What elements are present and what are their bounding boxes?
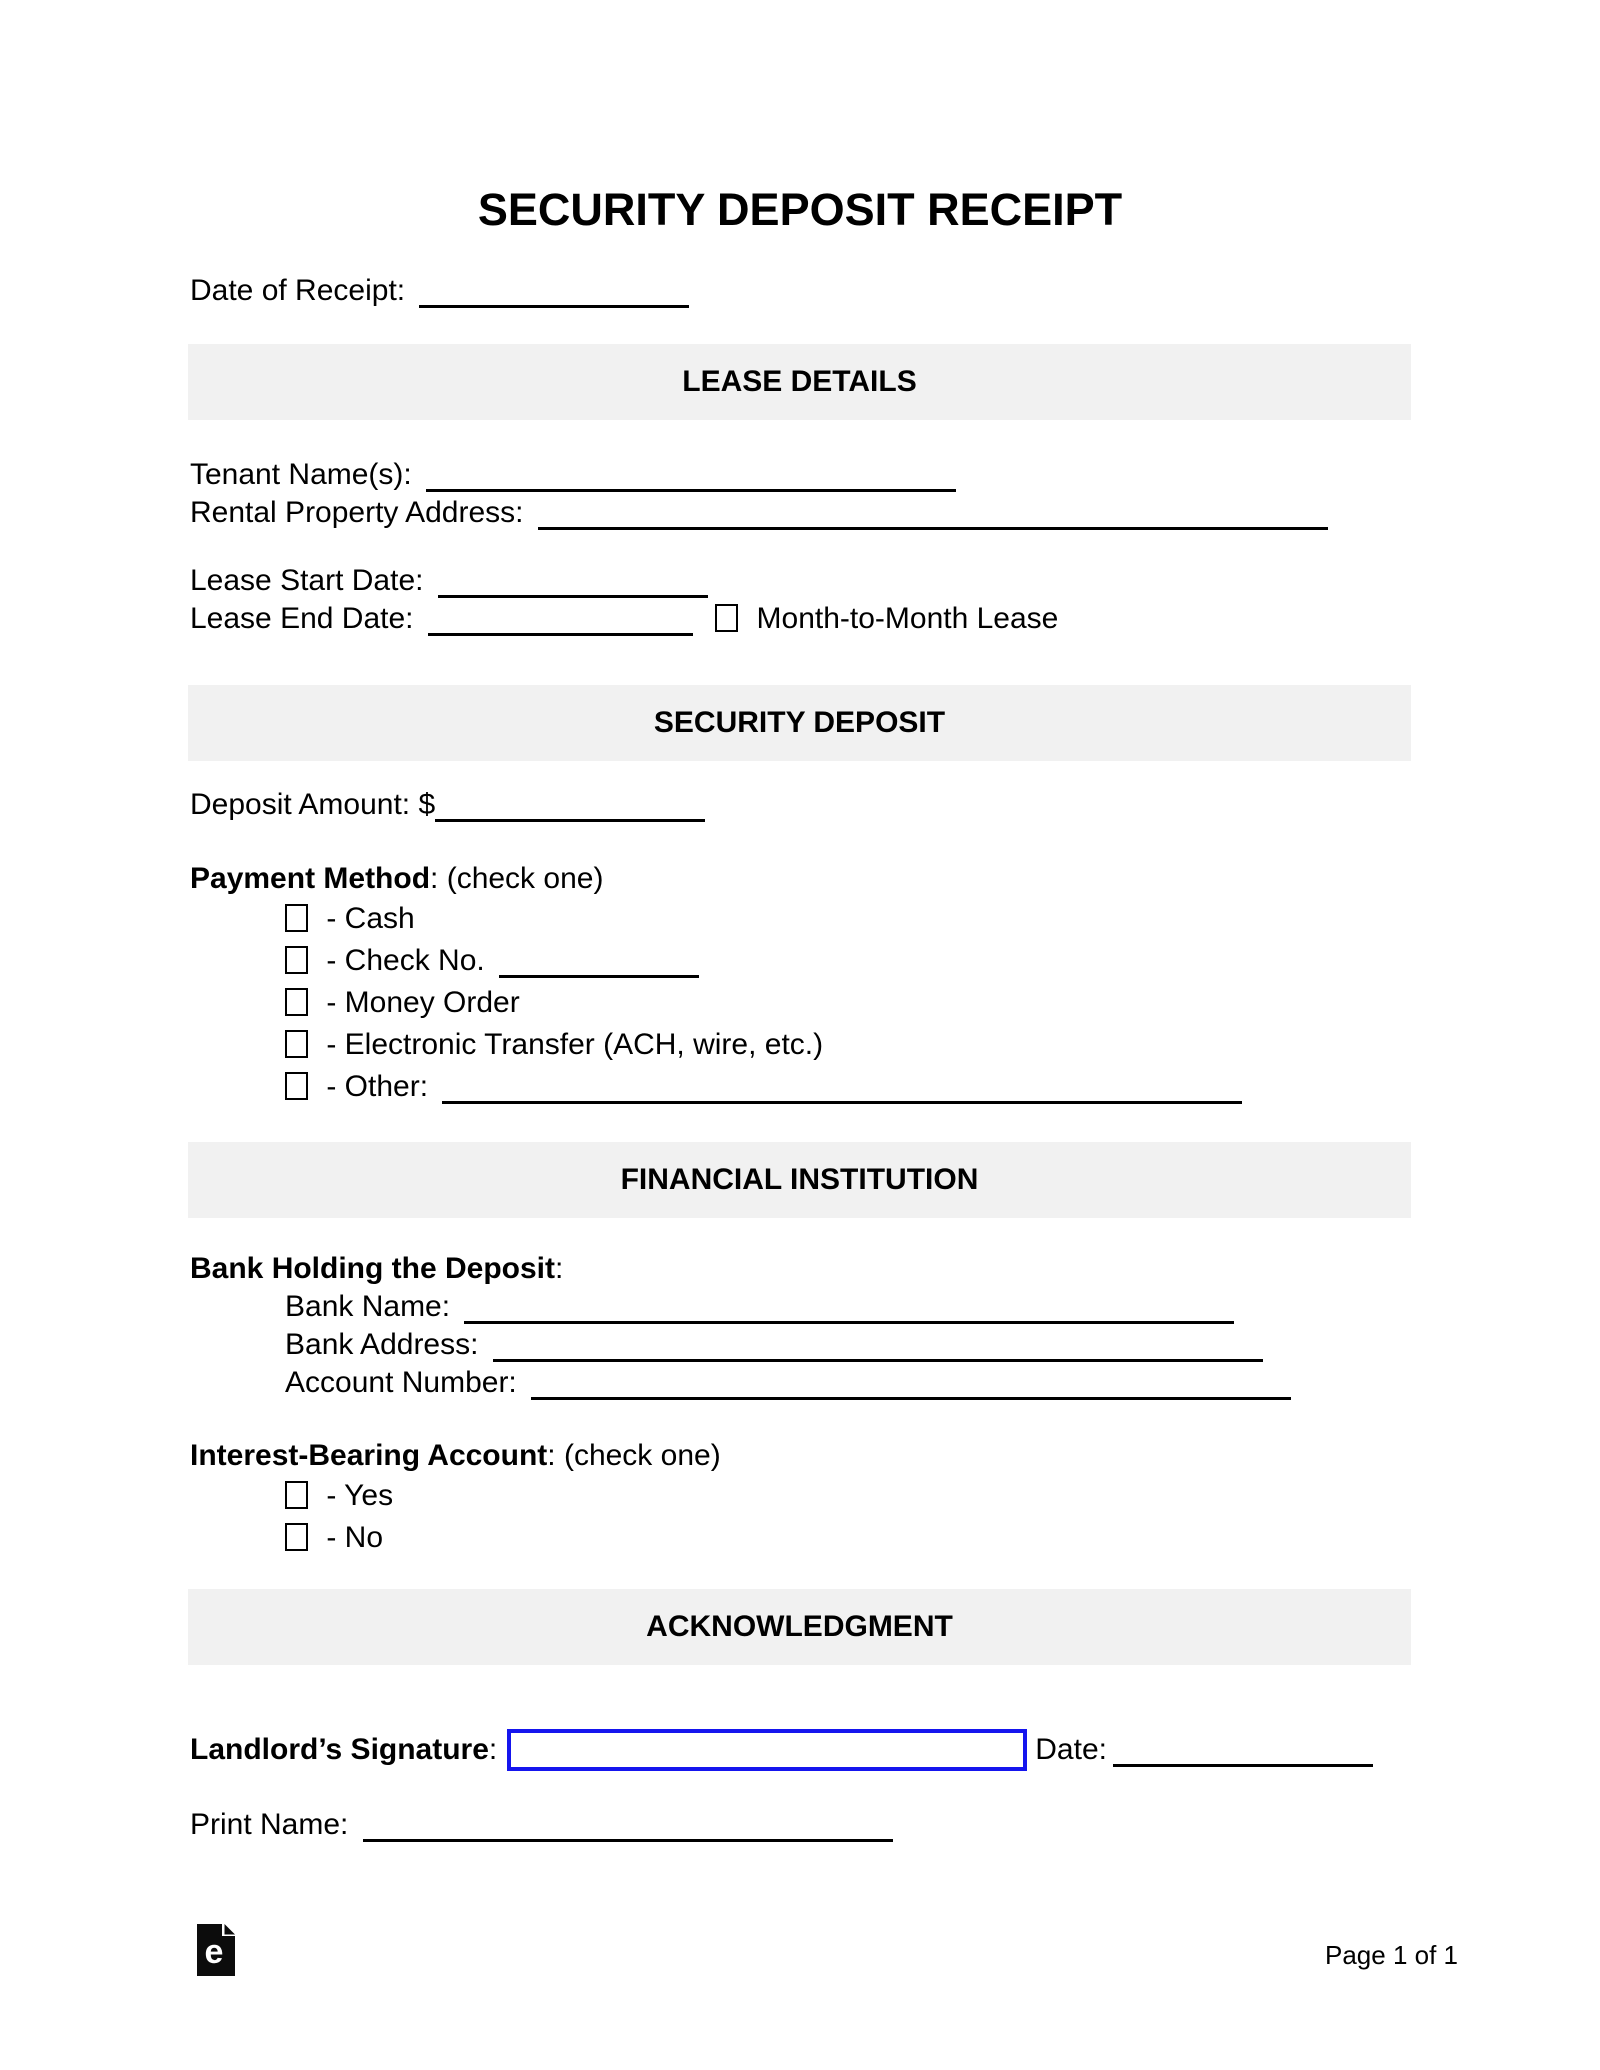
print-name-blank[interactable]	[363, 1809, 893, 1842]
payment-option-label: - Money Order	[326, 986, 520, 1019]
account-number-label: Account Number:	[285, 1366, 517, 1399]
deposit-amount-blank[interactable]	[435, 789, 705, 822]
print-name-label: Print Name:	[190, 1808, 349, 1841]
interest-yes-checkbox[interactable]	[285, 1481, 308, 1509]
payment-option-row	[285, 898, 1242, 940]
interest-no-checkbox[interactable]	[285, 1523, 308, 1551]
electronic-transfer-checkbox[interactable]	[285, 1030, 308, 1058]
tenant-name-label: Tenant Name(s):	[190, 458, 412, 491]
section-header-financial-institution	[188, 1142, 1411, 1218]
other-checkbox[interactable]	[285, 1072, 308, 1100]
money-order-checkbox[interactable]	[285, 988, 308, 1016]
deposit-amount-row	[190, 786, 705, 824]
bank-name-label: Bank Name:	[285, 1290, 451, 1323]
payment-option-row	[285, 940, 1242, 982]
bank-block	[190, 1250, 1291, 1402]
print-name-row	[190, 1806, 893, 1844]
property-address-blank[interactable]	[538, 497, 1328, 530]
payment-option-row	[285, 1024, 1242, 1066]
landlord-signature-colon: :	[488, 1733, 498, 1766]
cash-checkbox[interactable]	[285, 904, 308, 932]
signature-date-blank[interactable]	[1113, 1734, 1373, 1767]
interest-option-label: - No	[326, 1521, 384, 1554]
document-title: SECURITY DEPOSIT RECEIPT	[477, 184, 1123, 235]
landlord-signature-field[interactable]	[507, 1729, 1027, 1771]
section-header-label: SECURITY DEPOSIT	[653, 706, 946, 739]
lease-start-blank[interactable]	[438, 565, 708, 598]
payment-method-label: Payment Method	[190, 862, 431, 895]
svg-text:e: e	[204, 1933, 224, 1971]
interest-option-row	[285, 1475, 721, 1517]
signature-row	[190, 1726, 1373, 1774]
bank-address-label: Bank Address:	[285, 1328, 479, 1361]
interest-bearing-block	[190, 1437, 721, 1559]
lease-end-label: Lease End Date:	[190, 602, 414, 635]
interest-bearing-label: Interest-Bearing Account	[190, 1439, 548, 1472]
bank-address-blank[interactable]	[493, 1329, 1263, 1362]
bank-holding-label: Bank Holding the Deposit	[190, 1252, 556, 1285]
date-of-receipt-blank[interactable]	[419, 275, 689, 308]
interest-option-row	[285, 1517, 721, 1559]
interest-option-label: - Yes	[326, 1479, 394, 1512]
check-no-checkbox[interactable]	[285, 946, 308, 974]
payment-method-hint: : (check one)	[430, 862, 604, 895]
section-header-lease-details	[188, 344, 1411, 420]
payment-option-label: - Cash	[326, 902, 415, 935]
eforms-logo-icon	[197, 1924, 235, 1984]
bank-name-blank[interactable]	[464, 1291, 1234, 1324]
landlord-signature-label: Landlord’s Signature	[190, 1733, 489, 1766]
interest-bearing-hint: : (check one)	[547, 1439, 721, 1472]
interest-bearing-options	[190, 1475, 721, 1559]
payment-option-label: - Other:	[326, 1070, 429, 1103]
deposit-amount-label: Deposit Amount:	[190, 788, 411, 821]
other-blank[interactable]	[442, 1071, 1242, 1104]
currency-symbol: $	[418, 788, 436, 821]
date-of-receipt-label: Date of Receipt:	[190, 274, 406, 307]
section-header-label: ACKNOWLEDGMENT	[646, 1610, 953, 1643]
month-to-month-label: Month-to-Month Lease	[756, 602, 1059, 635]
lease-end-blank[interactable]	[428, 603, 693, 636]
account-number-blank[interactable]	[531, 1367, 1291, 1400]
section-header-acknowledgment	[188, 1589, 1411, 1665]
tenant-name-blank[interactable]	[426, 459, 956, 492]
payment-option-row	[285, 982, 1242, 1024]
payment-option-row	[285, 1066, 1242, 1108]
date-of-receipt-row	[190, 272, 689, 310]
property-address-label: Rental Property Address:	[190, 496, 524, 529]
payment-option-label: - Check No.	[326, 944, 485, 977]
check-no-blank[interactable]	[499, 945, 699, 978]
section-header-label: FINANCIAL INSTITUTION	[620, 1163, 979, 1196]
payment-option-label: - Electronic Transfer (ACH, wire, etc.)	[326, 1028, 824, 1061]
lease-parties-block	[190, 456, 1328, 532]
bank-holding-colon: :	[555, 1252, 564, 1285]
payment-method-options	[190, 898, 1242, 1108]
page-number: Page 1 of 1	[1325, 1940, 1458, 1970]
signature-date-label: Date:	[1035, 1733, 1107, 1766]
payment-method-block	[190, 860, 1242, 1108]
section-header-security-deposit	[188, 685, 1411, 761]
lease-start-label: Lease Start Date:	[190, 564, 424, 597]
month-to-month-checkbox[interactable]	[715, 604, 738, 632]
lease-dates-block	[190, 562, 1058, 638]
section-header-label: LEASE DETAILS	[682, 365, 917, 398]
